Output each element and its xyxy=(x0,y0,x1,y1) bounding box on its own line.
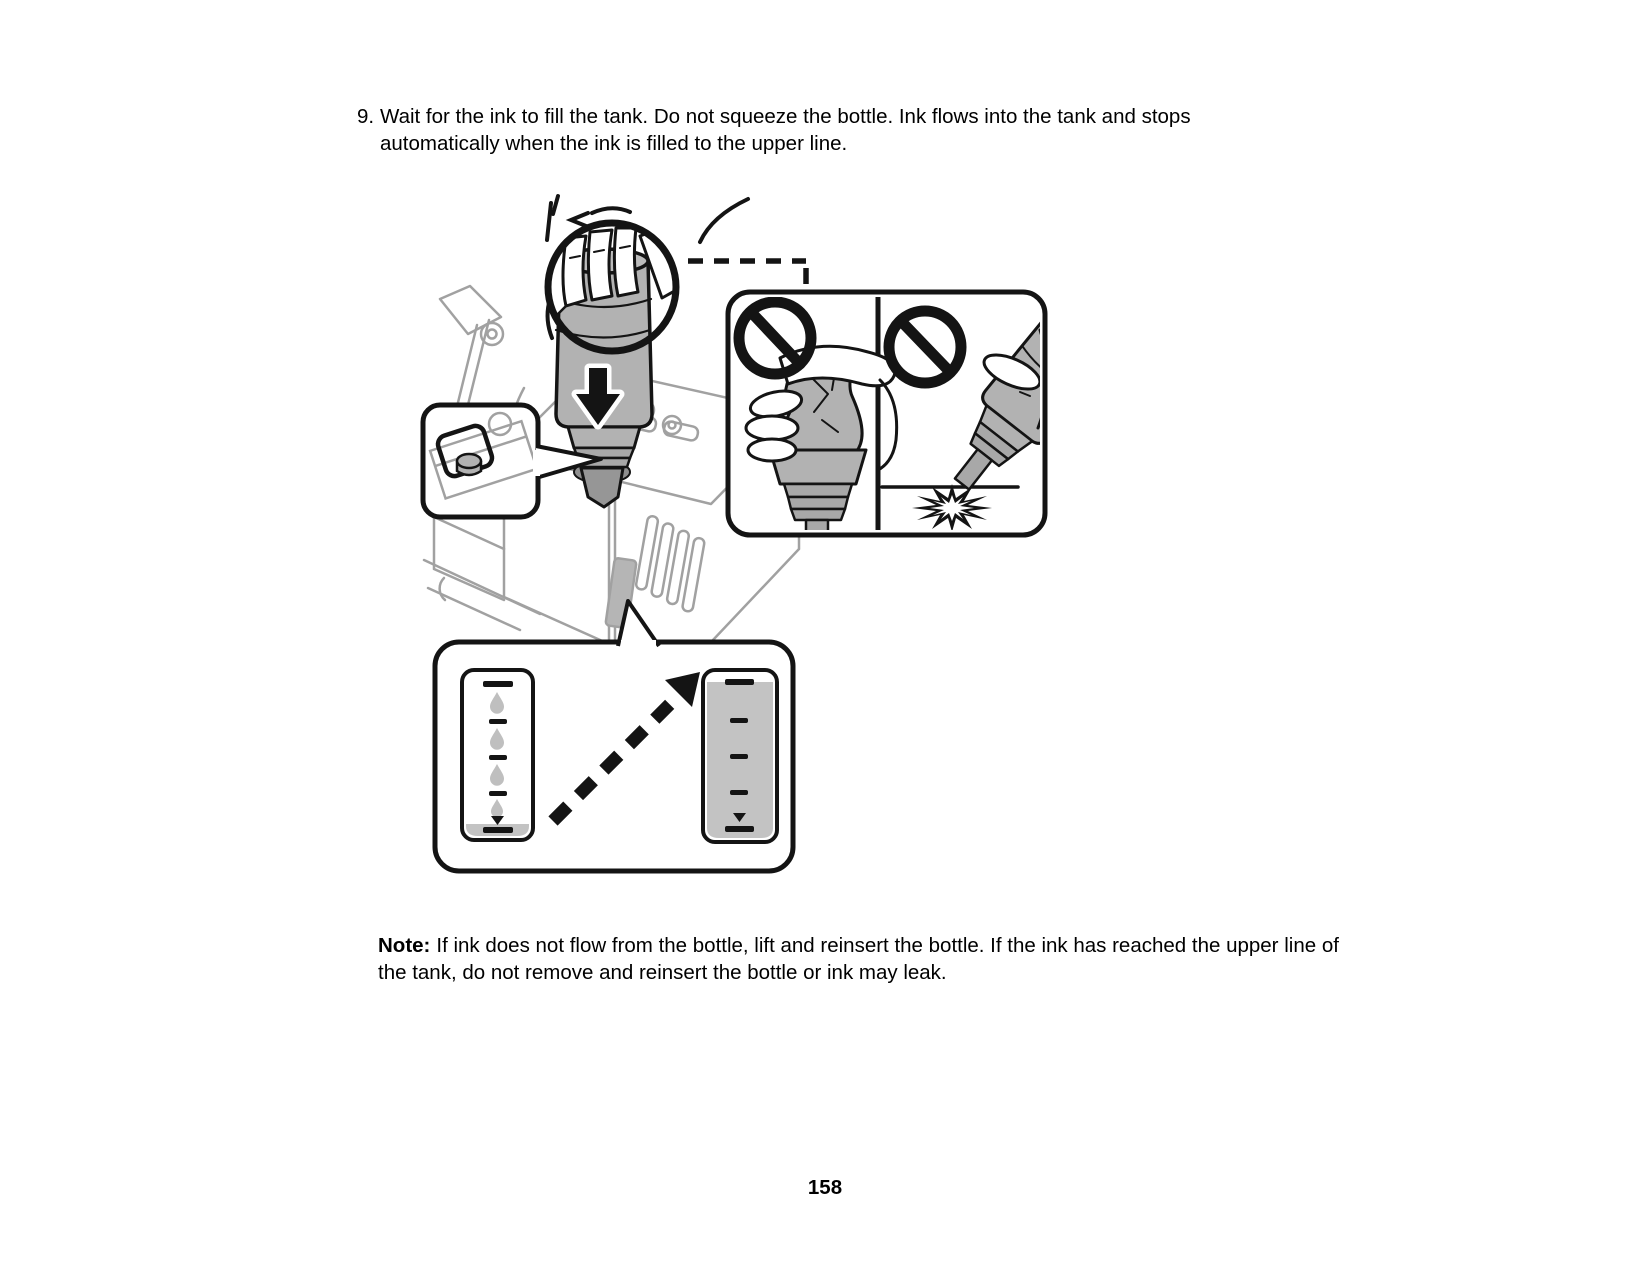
step-item xyxy=(357,103,1257,157)
connector-dashed-line xyxy=(688,261,806,284)
step-number: 9. xyxy=(357,105,375,128)
step-text: Wait for the ink to fill the tank. Do not squeeze the bottle. Ink flows into the tank and stops automatically when the ink is filled to the upper line. xyxy=(380,105,1191,155)
note-paragraph xyxy=(378,932,1373,986)
bottle-tip xyxy=(581,468,623,507)
ink-level-callout xyxy=(435,601,793,871)
note-label: Note: xyxy=(378,934,431,957)
warning-panel xyxy=(728,292,1080,536)
note-text: If ink does not flow from the bottle, lift and reinsert the bottle. If the ink has reached the upper line of the tank, do not remove and reinsert the bottle or ink may leak. xyxy=(378,934,1339,984)
tank-cover-flap xyxy=(440,286,501,334)
ink-window-slats xyxy=(633,515,707,612)
page-number: 158 xyxy=(807,1176,843,1199)
ink-tank-full xyxy=(703,670,777,842)
bottle-neck xyxy=(568,427,640,448)
ink-refill-illustration xyxy=(380,180,1080,880)
ink-tank-low xyxy=(462,670,533,840)
body-ledge xyxy=(434,517,504,600)
